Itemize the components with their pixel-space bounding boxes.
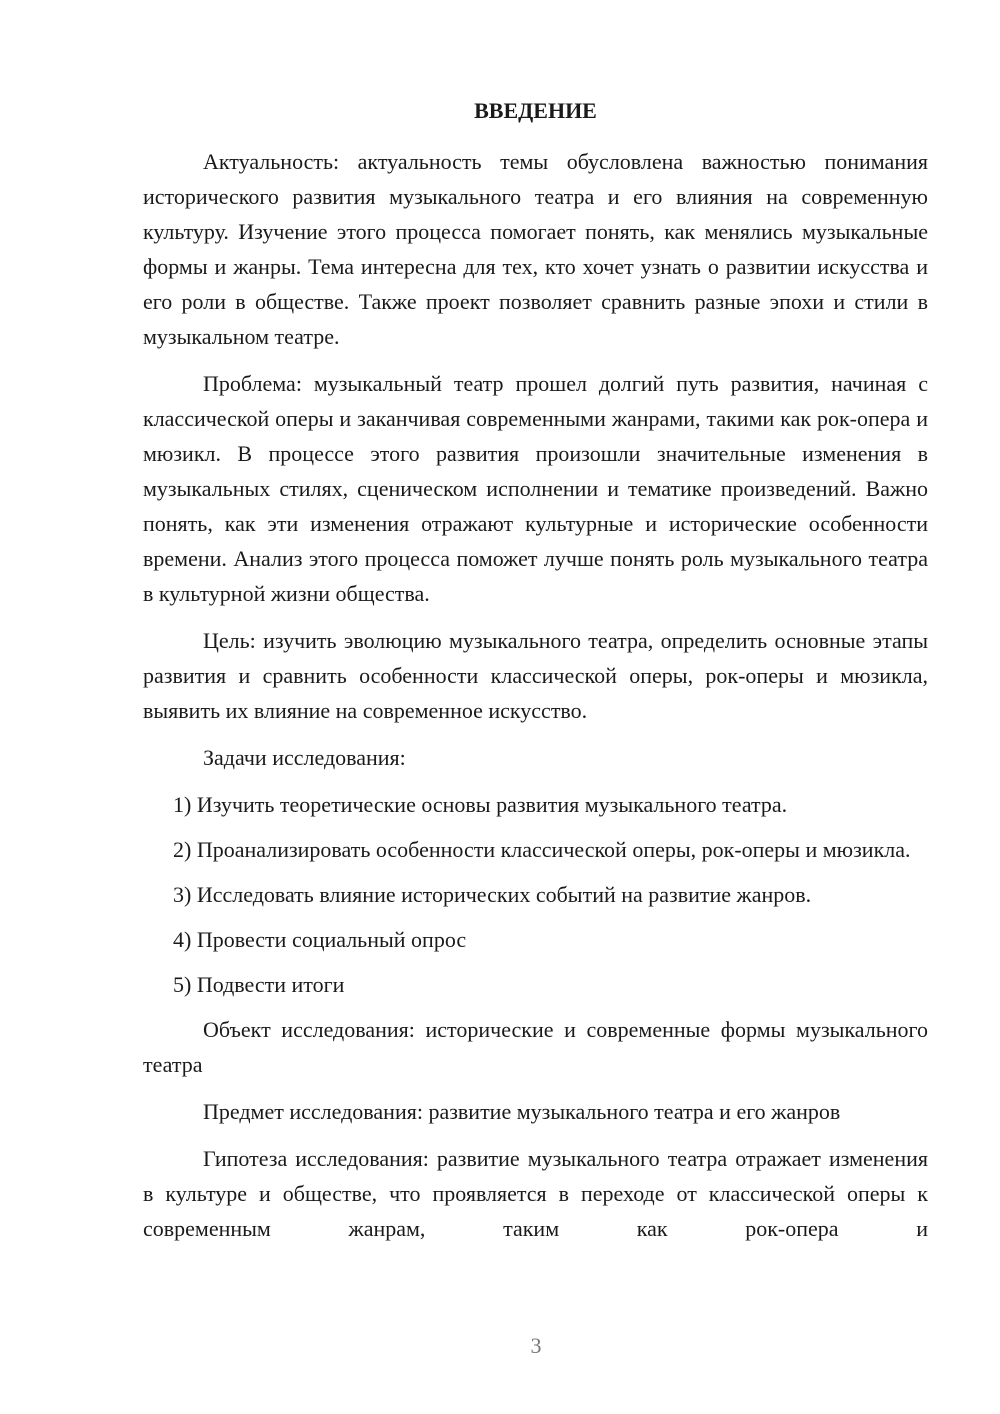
tasks-title: Задачи исследования: <box>203 745 406 770</box>
paragraph-object: Объект исследования: исторические и современные формы музыкального театра <box>143 1017 928 1077</box>
task-item-1: 1) Изучить теоретические основы развития музыкального театра. <box>173 792 788 817</box>
paragraph-hypothesis: Гипотеза исследования: развитие музыкального театра отражает изменения в культуре и обществе, что проявляется в переходе от классической оперы к современным жанрам, таким как рок-опера и <box>143 1146 928 1241</box>
page-number: 3 <box>530 1333 542 1358</box>
section-heading: ВВЕДЕНИЕ <box>474 98 597 123</box>
task-item-2: 2) Проанализировать особенности классической оперы, рок-оперы и мюзикла. <box>173 837 911 862</box>
task-item-3: 3) Исследовать влияние исторических событий на развитие жанров. <box>173 882 812 907</box>
task-item-5: 5) Подвести итоги <box>173 972 345 997</box>
paragraph-relevance: Актуальность: актуальность темы обусловлена важностью понимания исторического развития музыкального театра и его влияния на современную культуру. Изучение этого процесса помогает понять, как менялись музыкальные формы и жанры. Тема интересна для тех, кто хочет узнать о развитии искусства и его роли в обществе. Также проект позволяет сравнить разные эпохи и стили в музыкальном театре. <box>143 149 928 349</box>
paragraph-goal: Цель: изучить эволюцию музыкального театра, определить основные этапы развития и сравнить особенности классической оперы, рок-оперы и мюзикла, выявить их влияние на современное искусство. <box>143 628 928 723</box>
page-content <box>143 96 928 1258</box>
task-item-4: 4) Провести социальный опрос <box>173 927 467 952</box>
paragraph-subject: Предмет исследования: развитие музыкального театра и его жанров <box>203 1099 841 1124</box>
paragraph-problem: Проблема: музыкальный театр прошел долгий путь развития, начиная с классической оперы и заканчивая современными жанрами, такими как рок-опера и мюзикл. В процессе этого развития произошли значительные изменения в музыкальных стилях, сценическом исполнении и тематике произведений. Важно понять, как эти изменения отражают культурные и исторические особенности времени. Анализ этого процесса поможет лучше понять роль музыкального театра в культурной жизни общества. <box>143 371 928 606</box>
